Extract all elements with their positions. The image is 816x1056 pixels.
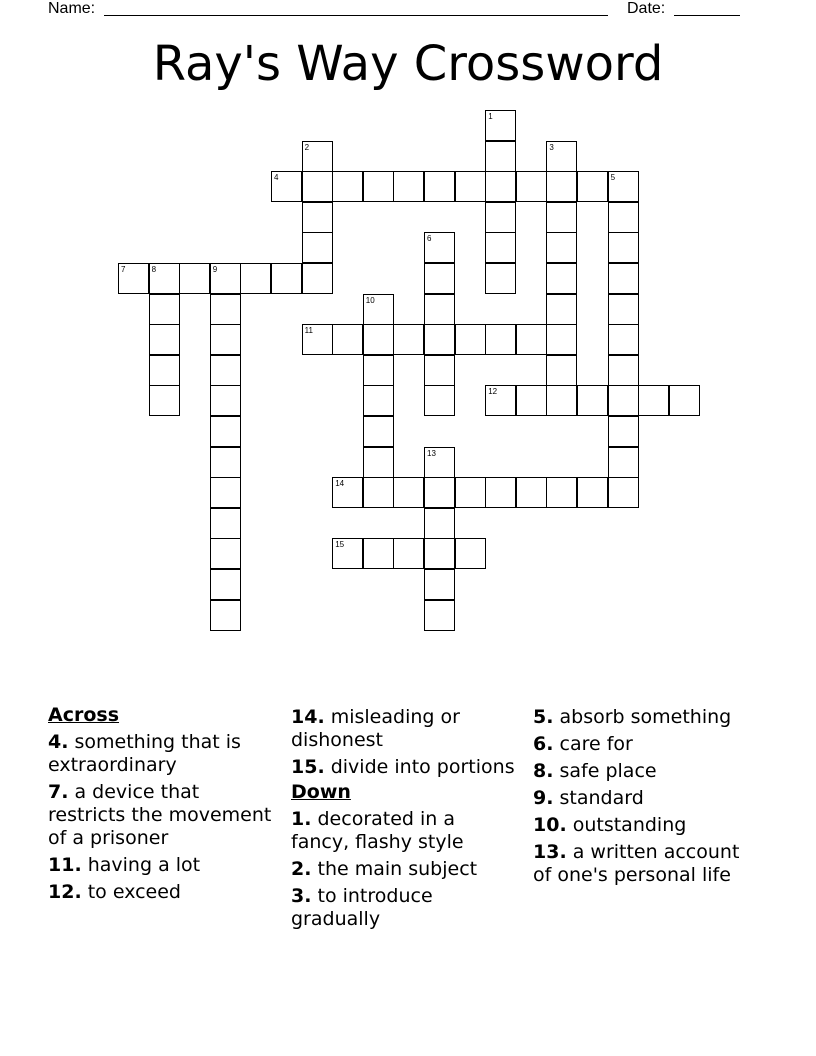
grid-cell[interactable] <box>118 263 149 294</box>
grid-cell[interactable] <box>393 477 424 508</box>
clue-heading-down: Down <box>291 781 351 803</box>
grid-cell[interactable] <box>485 385 516 416</box>
clue-number: 14. <box>291 706 325 728</box>
grid-cell[interactable] <box>608 385 639 416</box>
cell-number: 12 <box>488 387 498 397</box>
clue-item <box>533 814 761 837</box>
grid-cell[interactable] <box>424 263 455 294</box>
clue-number: 8. <box>533 760 554 782</box>
clue-item <box>291 808 519 854</box>
clue-text: having a lot <box>87 854 201 876</box>
grid-cell[interactable] <box>485 324 516 355</box>
grid-cell[interactable] <box>546 263 577 294</box>
clue-item <box>48 881 276 904</box>
cell-number: 1 <box>488 112 493 121</box>
cell-number: 11 <box>304 326 313 336</box>
clue-text: the main subject <box>317 858 478 880</box>
grid-cell[interactable] <box>210 508 241 539</box>
grid-cell[interactable] <box>424 600 455 631</box>
clue-number: 4. <box>48 731 69 753</box>
grid-cell[interactable] <box>149 263 180 294</box>
grid-cell[interactable] <box>485 171 516 202</box>
clue-number: 9. <box>533 787 554 809</box>
clue-text: to introduce gradually <box>291 885 433 930</box>
grid-cell[interactable] <box>302 232 333 263</box>
grid-cell[interactable] <box>424 508 455 539</box>
grid-cell[interactable] <box>363 385 394 416</box>
grid-cell[interactable] <box>424 232 455 263</box>
grid-cell[interactable] <box>546 477 577 508</box>
grid-cell[interactable] <box>149 324 180 355</box>
grid-cell[interactable] <box>424 355 455 386</box>
grid-cell[interactable] <box>363 324 394 355</box>
grid-cell[interactable] <box>577 477 608 508</box>
cell-number: 5 <box>610 173 616 183</box>
grid-cell[interactable] <box>608 477 639 508</box>
clue-item <box>291 706 519 752</box>
clue-number: 11. <box>48 854 82 876</box>
grid-cell[interactable] <box>210 569 241 600</box>
grid-cell[interactable] <box>210 263 241 294</box>
grid-cell[interactable] <box>210 600 241 631</box>
clue-number: 15. <box>291 756 325 778</box>
grid-cell[interactable] <box>608 202 639 233</box>
grid-cell[interactable] <box>546 294 577 325</box>
clue-number: 12. <box>48 881 82 903</box>
grid-cell[interactable] <box>608 416 639 447</box>
cell-number: 4 <box>274 173 279 183</box>
grid-cell[interactable] <box>332 477 363 508</box>
grid-cell[interactable] <box>485 110 516 141</box>
clue-text: misleading or dishonest <box>291 706 460 751</box>
grid-cell[interactable] <box>363 294 394 325</box>
grid-cell[interactable] <box>608 171 639 202</box>
grid-cell[interactable] <box>546 232 577 263</box>
clue-number: 5. <box>533 706 554 728</box>
grid-cell[interactable] <box>577 171 608 202</box>
grid-cell[interactable] <box>546 385 577 416</box>
date-label: Date: <box>627 0 666 17</box>
grid-cell[interactable] <box>485 263 516 294</box>
clue-column-1 <box>48 702 276 904</box>
name-label: Name: <box>48 0 96 17</box>
grid-cell[interactable] <box>210 385 241 416</box>
grid-cell[interactable] <box>455 324 486 355</box>
cell-number: 10 <box>365 295 375 305</box>
clue-text: divide into portions <box>330 756 515 778</box>
clue-text: safe place <box>559 760 657 782</box>
grid-cell[interactable] <box>546 202 577 233</box>
clue-item <box>533 706 761 729</box>
clue-item <box>533 733 761 756</box>
clue-text: something that is extraordinary <box>48 731 241 776</box>
clue-number: 6. <box>533 733 554 755</box>
grid-cell[interactable] <box>546 141 577 172</box>
clue-text: standard <box>559 787 644 809</box>
grid-cell[interactable] <box>424 294 455 325</box>
grid-cell[interactable] <box>210 355 241 386</box>
grid-cell[interactable] <box>424 324 455 355</box>
clue-number: 10. <box>533 814 567 836</box>
clue-number: 2. <box>291 858 312 880</box>
grid-cell[interactable] <box>271 171 302 202</box>
grid-cell[interactable] <box>424 569 455 600</box>
clue-column-3 <box>533 702 761 887</box>
grid-cell[interactable] <box>210 324 241 355</box>
grid-cell[interactable] <box>393 538 424 569</box>
grid-cell[interactable] <box>455 538 486 569</box>
grid-cell[interactable] <box>210 294 241 325</box>
grid-cell[interactable] <box>424 477 455 508</box>
grid-cell[interactable] <box>485 141 516 172</box>
grid-cell[interactable] <box>210 477 241 508</box>
clue-text: to exceed <box>87 881 181 903</box>
grid-cell[interactable] <box>424 385 455 416</box>
clue-number: 13. <box>533 841 567 863</box>
grid-cell[interactable] <box>179 263 210 294</box>
cell-number: 6 <box>427 234 432 244</box>
grid-cell[interactable] <box>363 477 394 508</box>
clue-item <box>48 854 276 877</box>
grid-cell[interactable] <box>302 263 333 294</box>
grid-cell[interactable] <box>363 355 394 386</box>
grid-cell[interactable] <box>210 447 241 478</box>
grid-cell[interactable] <box>485 477 516 508</box>
clue-text: a device that restricts the movement of a prisoner <box>48 781 272 849</box>
clue-heading-across: Across <box>48 704 120 726</box>
clue-item <box>291 858 519 881</box>
grid-cell[interactable] <box>455 477 486 508</box>
clue-item <box>533 841 761 887</box>
grid-cell[interactable] <box>363 171 394 202</box>
grid-cell[interactable] <box>546 355 577 386</box>
grid-cell[interactable] <box>424 171 455 202</box>
grid-cell[interactable] <box>332 324 363 355</box>
grid-cell[interactable] <box>271 263 302 294</box>
grid-cell[interactable] <box>608 294 639 325</box>
clue-item <box>533 787 761 810</box>
clue-column-2 <box>291 702 519 931</box>
grid-cell[interactable] <box>332 538 363 569</box>
grid-cell[interactable] <box>210 538 241 569</box>
grid-cell[interactable] <box>516 324 547 355</box>
grid-cell[interactable] <box>516 171 547 202</box>
cell-number: 2 <box>304 142 310 152</box>
cell-number: 13 <box>427 448 436 458</box>
grid-cell[interactable] <box>516 477 547 508</box>
grid-cell[interactable] <box>149 385 180 416</box>
grid-cell[interactable] <box>516 385 547 416</box>
grid-cell[interactable] <box>485 202 516 233</box>
grid-cell[interactable] <box>424 447 455 478</box>
grid-cell[interactable] <box>393 171 424 202</box>
grid-cell[interactable] <box>669 385 700 416</box>
grid-cell[interactable] <box>240 263 271 294</box>
clue-item <box>48 781 276 850</box>
cell-number: 3 <box>549 142 554 152</box>
grid-cell[interactable] <box>302 202 333 233</box>
page-title: Ray's Way Crossword <box>152 36 664 92</box>
cell-number: 15 <box>335 540 345 550</box>
grid-cell[interactable] <box>363 416 394 447</box>
grid-cell[interactable] <box>302 141 333 172</box>
grid-cell[interactable] <box>608 232 639 263</box>
clue-item <box>48 731 276 777</box>
grid-cell[interactable] <box>638 385 669 416</box>
grid-cell[interactable] <box>608 447 639 478</box>
cell-number: 14 <box>335 479 345 489</box>
clue-text: absorb something <box>559 706 732 728</box>
cell-number: 7 <box>121 265 126 274</box>
clue-text: outstanding <box>572 814 687 836</box>
clue-number: 3. <box>291 885 312 907</box>
grid-cell[interactable] <box>332 171 363 202</box>
grid-cell[interactable] <box>455 171 486 202</box>
grid-cell[interactable] <box>149 355 180 386</box>
clue-item <box>533 760 761 783</box>
clue-text: care for <box>559 733 633 755</box>
grid-cell[interactable] <box>424 538 455 569</box>
grid-cell[interactable] <box>546 324 577 355</box>
clue-number: 7. <box>48 781 69 803</box>
cell-number: 9 <box>212 265 218 274</box>
grid-cell[interactable] <box>485 232 516 263</box>
clue-text: a written account of one's personal life <box>533 841 740 886</box>
clue-item <box>291 756 519 779</box>
grid-cell[interactable] <box>363 538 394 569</box>
grid-cell[interactable] <box>608 355 639 386</box>
grid-cell[interactable] <box>608 324 639 355</box>
grid-cell[interactable] <box>210 416 241 447</box>
grid-cell[interactable] <box>546 171 577 202</box>
grid-cell[interactable] <box>393 324 424 355</box>
grid-cell[interactable] <box>302 171 333 202</box>
grid-cell[interactable] <box>608 263 639 294</box>
grid-cell[interactable] <box>149 294 180 325</box>
grid-cell[interactable] <box>577 385 608 416</box>
clue-item <box>291 885 519 931</box>
grid-cell[interactable] <box>302 324 333 355</box>
grid-cell[interactable] <box>363 447 394 478</box>
clue-number: 1. <box>291 808 312 830</box>
cell-number: 8 <box>151 265 157 274</box>
clue-text: decorated in a fancy, flashy style <box>291 808 464 853</box>
